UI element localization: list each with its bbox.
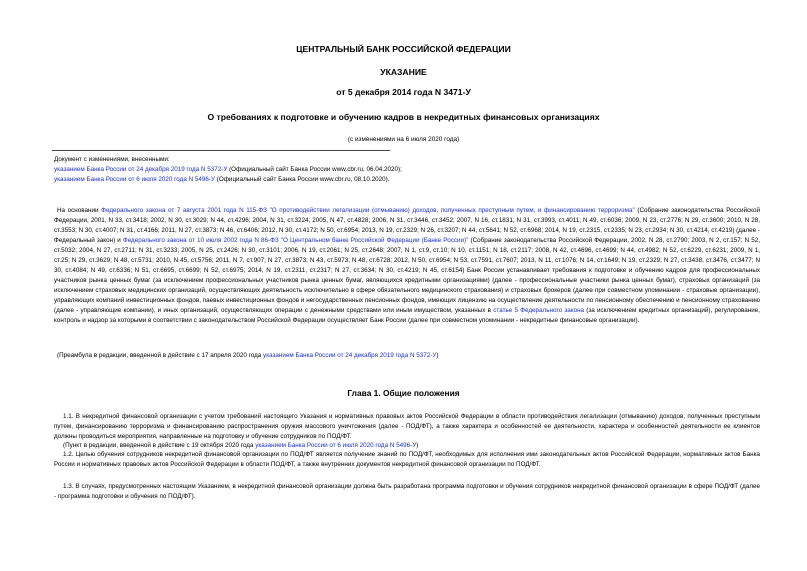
chapter-heading: Глава 1. Общие положения — [347, 388, 460, 398]
note-text: (Пункт в редакции, введенной в действие с 19 октября 2020 года — [63, 442, 256, 449]
document-type: УКАЗАНИЕ — [380, 67, 427, 77]
clause-1-1-note — [63, 442, 418, 449]
law-115-link[interactable]: Федерального закона от 7 августа 2001 года N 115-ФЗ "О противодействии легализации (отмыванию) доходов, полученных преступным путем, и финансированию терроризма" — [101, 207, 635, 214]
change-item — [54, 175, 390, 185]
change-link[interactable]: указанием Банка России от 24 декабря 2019 года N 5372-У — [54, 166, 228, 173]
clause-note-link[interactable]: указанием Банка России от 6 июля 2020 года N 5496-У — [255, 442, 417, 449]
divider — [52, 150, 390, 151]
law-86-link[interactable]: Федерального закона от 10 июля 2002 года N 86-ФЗ "О Центральном банке Российской Федерации (Банке России)" — [122, 237, 469, 244]
preamble-paragraph — [54, 206, 760, 326]
document-date-number: от 5 декабря 2014 года N 3471-У — [336, 87, 471, 97]
change-link[interactable]: указанием Банка России от 6 июля 2020 года N 5496-У — [54, 176, 215, 183]
preamble-text: (Собрание законодательства Российской Федерации, 2002, N 28, ст.2790; 2003, N 2, ст.157; N 52, ст.5032; 2004, N 27, ст.2711; N 31, ст.3233; 2005, N 25, ст.2426; N 30, ст.3101; 2006, N 19, ст.2061; N 25, ст.2648; 2007, N 1, ст.9, ст.10; N 10, ст.1151; N 18, ст.2117; 2008, N 42, ст.4696, ст.4699; N 44, ст.4982; N 52, ст.6229, ст.6231; 2009, N 1, ст.25; N 29, ст.3629; N 48, ст.5731; 2010, N 45, ст.5756; 2011, N 7, ст.907; N 27, ст.3873; N 43, ст.5973; N 48, ст.6728; 2012, N 50, ст.6954; N 53, ст.7591, ст.7607; 2013, N 11, ст.1076; N 14, ст.1649; N 19, ст.2329; N 27, ст.3438, ст.3476, ст.3477; N 30, ст.4084; N 49, ст.6336; N 51, ст.6695, ст.6699; N 52, ст.6975; 2014, N 19, ст.2311, ст.2317; N 27, ст.3634; N 30, ст.4219; N 45, ст.6154) Банк России устанавливает требования к подготовке и обучению кадров для профессиональных участников рынка ценных бумаг (за исключением профессиональных участников рынка ценных бумаг, являющихся кредитными организациями) (далее - профессиональные участники рынка ценных бумаг), страховых организаций (за исключением страховых медицинских организаций, осуществляющих деятельность исключительно в сфере обязательного медицинского страхования) и страховых брокеров (далее при совместном упоминании - страховые организации), управляющих компаний инвестиционных фондов, паевых инвестиционных фондов и негосударственных пенсионных фондов, имеющих лицензию на осуществление деятельности по пенсионному обеспечению и пенсионному страхованию (далее - управляющие компании), и иных организаций, осуществляющих операции с денежными средствами или иным имуществом, указанных в — [54, 237, 760, 314]
change-source: (Официальный сайт Банка России www.cbr.ru, 08.10.2020). — [215, 176, 390, 183]
change-item — [54, 165, 402, 175]
clause-1-2: 1.2. Целью обучения сотрудников некредитной финансовой организации по ПОД/ФТ является получение знаний по ПОД/ФТ, необходимых для исполнения ими законодательных актов Российской Федерации, нормативных актов Банка России и нормативных правовых актов Российской Федерации в области ПОД/ФТ, а также внутренних документов некредитной финансовой организации по ПОД/ФТ. — [54, 451, 760, 468]
issuer-heading: ЦЕНТРАЛЬНЫЙ БАНК РОССИЙСКОЙ ФЕДЕРАЦИИ — [296, 44, 511, 54]
changes-intro: Документ с изменениями, внесенными: — [54, 156, 170, 163]
change-source: (Официальный сайт Банка России www.cbr.ru, 06.04.2020); — [227, 166, 402, 173]
preamble-text: На основании — [57, 207, 102, 214]
preamble-text: (за исключением кредитных организаций), регулирование, контроль и надзор за которыми в соответствии с законодательством Российской Федерации осуществляет Банк России (далее при совместном упоминании - некредитные финансовые организации). — [54, 307, 760, 324]
note-text: ) — [436, 352, 439, 359]
amendments-note: (с изменениями на 6 июля 2020 года) — [347, 136, 460, 143]
clause-1-1: 1.1. В некредитной финансовой организации с учетом требований настоящего Указания и нормативных правовых актов Российской Федерации в области противодействия легализации (отмыванию) доходов, полученных преступным путем, финансированию терроризма и финансированию распространения оружия массового уничтожения (далее - ПОД/ФТ), а также характера и особенностей ее деятельности, характера и особенностей деятельности ее клиентов должны проводиться мероприятия, направленные на подготовку и обучение сотрудников по ПОД/ФТ. — [54, 413, 760, 440]
preamble-edition-note — [54, 351, 760, 361]
edition-link[interactable]: указанием Банка России от 24 декабря 2019 года N 5372-У — [263, 352, 437, 359]
note-text: ) — [416, 442, 419, 449]
article-5-link[interactable]: статье 5 Федерального закона — [493, 307, 585, 314]
clause-1-3: 1.3. В случаях, предусмотренных настоящим Указанием, в некредитной финансовой организации должна быть разработана программа подготовки и обучения сотрудников некредитной финансовой организации в сфере ПОД/ФТ (далее - программа подготовки и обучения по ПОД/ФТ). — [54, 483, 760, 500]
preamble-text: (Собрание законодательства Российской Федерации, 2001, N 33, ст.3418; 2002, N 30, ст.3029; N 44, ст.4296; 2004, N 31, ст.3224; 2005, N 47, ст.4828; 2006, N 31, ст.3446, ст.3452; 2007, N 16, ст.1831; N 31, ст.3993, ст.4011; N 49, ст.6036; 2009, N 23, ст.2776; N 29, ст.3600; 2010, N 28, ст.3553; N 30, ст.4007; N 31, ст.4166; 2011, N 27, ст.3873; N 46, ст.6406; 2012, N 30, ст.4172; N 50, ст.6954; 2013, N 19, ст.2329; N 26, ст.3207; N 44, ст.5641; N 52, ст.6968; 2014, N 19, ст.2315, ст.2335; N 23, ст.2934; N 30, ст.4214, ст.4219) (далее - Федеральный закон) и — [54, 207, 761, 244]
note-text: (Преамбула в редакции, введенной в действие с 17 апреля 2020 года — [57, 352, 264, 359]
document-title: О требованиях к подготовке и обучению кадров в некредитных финансовых организациях — [207, 112, 600, 122]
